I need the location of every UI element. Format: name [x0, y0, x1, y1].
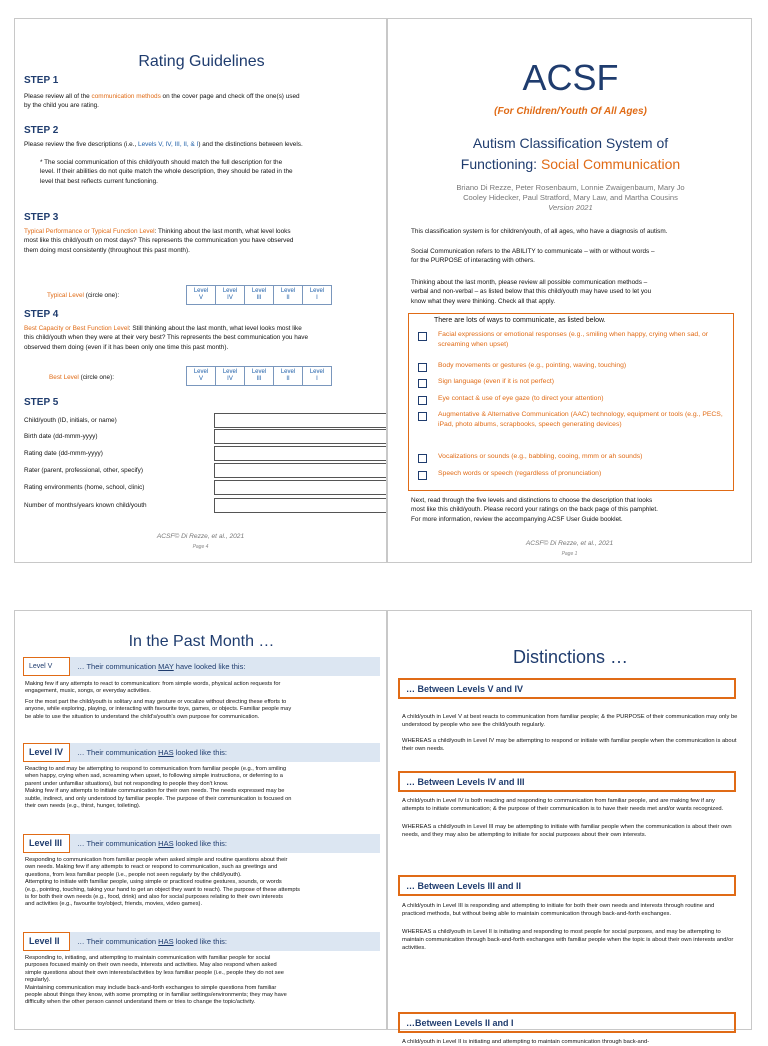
field-label-birth: Birth date (dd-mmm-yyyy) — [24, 433, 98, 440]
level-ii-label: Level II — [23, 932, 70, 951]
best-level-selector — [186, 366, 332, 386]
step3-heading: STEP 3 — [24, 212, 59, 223]
step2-heading: STEP 2 — [24, 125, 59, 136]
distinction-iv-iii-heading: … Between Levels IV and III — [398, 771, 736, 792]
checkbox-icon[interactable] — [418, 471, 427, 480]
checkbox-icon[interactable] — [418, 363, 427, 372]
typical-level-i-option[interactable]: Level I — [303, 286, 332, 305]
level-iv-label: Level IV — [23, 743, 70, 762]
typical-level-v-option[interactable]: Level V — [187, 286, 216, 305]
step4-heading: STEP 4 — [24, 309, 59, 320]
level-v-desc: Making few if any attempts to react to communication: from simple words, physical action requests for engagement, music, songs, or everyday activities. For the most part the child/youth is solitary and may gesture or vocalize without directing these efforts to anyone, while exploring, playing, or interacting with favourite toys, games, or objects. Familiar people may be able to use the situation to understand the child's/youth's own purpose for communication. — [25, 681, 292, 720]
instructions-para: Thinking about the last month, please review all possible communication methods – verbal and non-verbal – as listed below that this child/youth may have used to let you know what they were thinking. Check all that apply. — [411, 279, 652, 305]
checkbox-icon[interactable] — [418, 454, 427, 463]
distinction-v-iv-text: A child/youth in Level V at best reacts to communication from familiar people; & the PURPOSE of their communication may only be understood by people who see the child/youth regularly. WHEREAS a child/youth in Level IV may be attempting to respond or initiate with familiar people when the communication is about their own needs. — [402, 714, 738, 752]
page-footer: ACSF© Di Rezze, et al., 2021 — [525, 540, 614, 547]
checkbox-icon[interactable] — [418, 412, 427, 421]
rating-date-field[interactable] — [214, 446, 387, 461]
level-iii-desc: Responding to communication from familiar people when asked simple and routine questions about their own needs. Making few if any attempts to react or respond to communication, such as greetings and questions, from less familiar people (i.e., people not seen regularly by the child/youth). Attempting to initiate with familiar people, using simple or practiced routine gestures, sounds, or words (e.g., pointing, touching, taking your hand to get an object they want to reach). The purpose of these attempts is for both their own needs (e.g., food, drink) and also for social purposes relating to their own interests and activities (e.g., favourite toy/object, friends, movies, video games). — [25, 857, 300, 908]
best-level-v-option[interactable]: Level V — [187, 367, 216, 386]
version: Version 2021 — [548, 203, 593, 212]
page-number: Page 1 — [561, 551, 578, 557]
best-level-ii-option[interactable]: Level II — [274, 367, 303, 386]
checkbox-icon[interactable] — [418, 332, 427, 341]
distinction-ii-i-heading: …Between Levels II and I — [398, 1012, 736, 1033]
typical-level-iv-option[interactable]: Level IV — [216, 286, 245, 305]
step3-text: Typical Performance or Typical Function Level: Thinking about the last month, what level looks most like this child/youth on most days? This represents the communication you have observed them doing most consistently (throughout this past month). — [24, 228, 294, 254]
page-rating-guidelines — [14, 18, 387, 563]
past-month-title: In the Past Month … — [128, 633, 275, 650]
rater-field[interactable] — [214, 463, 387, 478]
distinction-v-iv-heading: … Between Levels V and IV — [398, 678, 736, 699]
best-level-iv-option[interactable]: Level IV — [216, 367, 245, 386]
step1-text: Please review all of the communication methods on the cover page and check off the one(s) used by the child you are rating. — [24, 93, 300, 110]
intro-para: This classification system is for children/youth, of all ages, who have a diagnosis of autism. — [411, 228, 668, 235]
distinction-iii-ii-text: A child/youth in Level III is responding and attempting to initiate for both their own needs and interests through routine and practiced methods, but without being able to maintain communication through back-and-forth exchanges. WHEREAS a child/youth in Level II is initiating and responding to most people for social purposes, and may be attempting to maintain communication through back-and-forth exchanges with familiar people when the topic is about their own interests and/or activities. — [402, 903, 734, 951]
next-para: Next, read through the five levels and distinctions to choose the description that looks most like this child/youth. Please record your ratings on the back page of this pamphlet. For more information, review the accompanying ACSF User Guide booklet. — [411, 497, 658, 523]
checkbox-icon[interactable] — [418, 396, 427, 405]
distinction-iv-iii-text: A child/youth in Level IV is both reacting and responding to communication from familiar people, and are making few if any attempts to initiate communication; & the purpose of their communication is to have their needs met and/or wants recognized. WHEREAS a child/youth in Level III may be attempting to initiate with familiar people when the communication is about their own needs, and they may also be attempting to initiate for social purposes about their own interests. — [402, 798, 732, 838]
cover-heading: Autism Classification System of Functioning: Social Communication — [460, 135, 681, 172]
birth-date-field[interactable] — [214, 429, 387, 444]
level-ii-desc: Responding to, initiating, and attempting to maintain communication with familiar people for social purposes focused mainly on their own needs, interests and activities. May also respond when asked simple questions about their own interests/activities by less familiar people (i.e., people they do not see regularly). Maintaining communication may include back-and-forth exchanges to simple questions from familiar people about things they know, with some prompting or in familiar settings/environments; they may have difficulty when the other person cannot understand them or tries to change the topic/activity. — [25, 955, 287, 1006]
page-footer: ACSF© Di Rezze, et al., 2021 — [156, 533, 245, 540]
child-id-field[interactable] — [214, 413, 387, 428]
field-label-rater: Rater (parent, professional, other, specify) — [24, 467, 143, 474]
levels-list: Levels V, IV, III, II, & I — [138, 141, 199, 148]
field-label-months: Number of months/years known child/youth — [24, 502, 147, 509]
distinctions-title: Distinctions … — [512, 647, 629, 667]
level-iv-desc: Reacting to and may be attempting to respond to communication from familiar people (e.g., from smiling when happy, crying when sad, screaming when upset, to following simple instructions, or deferring to a parent under unfamiliar situations), but not responding to people they don't know. Making few if any attempts to initiate communication for their own needs. The needs expressed may be subtle, indirect, and only understood by familiar people. The purpose of their communication is focused on their own needs (e.g., thirst, hunger, toileting). — [25, 766, 292, 810]
authors: Briano Di Rezze, Peter Rosenbaum, Lonnie Zwaigenbaum, Mary Jo Cooley Hidecker, Paul Stratford, Mary Law, and Martha Cousins Version 2021 — [456, 183, 685, 212]
typical-level-iii-option[interactable]: Level III — [245, 286, 274, 305]
field-label-environments: Rating environments (home, school, clinic) — [24, 484, 145, 491]
level-iii-header: … Their communication HAS looked like this: — [77, 839, 227, 848]
communication-methods-link: communication methods — [91, 93, 161, 100]
checkbox-icon[interactable] — [418, 379, 427, 388]
level-iii-label: Level III — [23, 834, 70, 853]
typical-level-ii-option[interactable]: Level II — [274, 286, 303, 305]
cover-title: ACSF — [522, 57, 619, 98]
rating-environments-field[interactable] — [214, 480, 387, 495]
typical-level-selector — [186, 285, 332, 305]
level-v-label: Level V — [23, 657, 70, 676]
page-number: Page 4 — [192, 544, 209, 550]
level-v-header: … Their communication MAY have looked like this: — [77, 662, 246, 671]
distinction-iii-ii-heading: … Between Levels III and II — [398, 875, 736, 896]
methods-intro: There are lots of ways to communicate, as listed below. — [434, 317, 606, 324]
step2-text: Please review the five descriptions (i.e., Levels V, IV, III, II, & I) and the distinctions between levels. — [24, 141, 303, 148]
best-level-iii-option[interactable]: Level III — [245, 367, 274, 386]
best-level-i-option[interactable]: Level I — [303, 367, 332, 386]
step4-text: Best Capacity or Best Function Level: Still thinking about the last month, what level looks most like this child/youth when they were at their very best? This represents the best communication you have observed them doing (even if it has been only one time this past month). — [24, 325, 309, 351]
distinction-ii-i-text: A child/youth in Level II is initiating and attempting to maintain communication through back-and- — [402, 1039, 650, 1045]
page-title: Rating Guidelines — [138, 53, 265, 70]
level-ii-header: … Their communication HAS looked like this: — [77, 937, 227, 946]
step5-heading: STEP 5 — [24, 397, 59, 408]
methods-box: There are lots of ways to communicate, as listed below. Facial expressions or emotional responses (e.g., smiling when happy, crying when sad, or screaming when upset) Body movements or gestures (e.g., pointing, waving, touching) Sign language (even if it is not perfect) Eye contact & use of eye gaze (to direct your attention) Augmentative & Alternative Communication (AAC) technology, equipment or tools (e.g., PECS, iPad, photo albums, scrapbooks, speech generating devices) Vocalizations or sounds (e.g., babbling, cooing, mmm or ah sounds) Speech words or speech (regardless of pronunciation) — [408, 313, 734, 491]
definition-para: Social Communication refers to the ABILITY to communicate – with or without words – for the PURPOSE of interacting with others. — [411, 248, 655, 265]
step2-note: * The social communication of this child/youth should match the full description for the level. If their abilities do not quite match the whole description, they should be rated in the level that best reflects current functioning. — [40, 159, 293, 185]
field-label-rating-date: Rating date (dd-mmm-yyyy) — [24, 450, 103, 457]
best-level-label: Best Level (circle one): — [49, 374, 115, 381]
typical-level-label: Typical Level (circle one): — [47, 292, 120, 299]
step1-heading: STEP 1 — [24, 75, 59, 86]
cover-subtitle: (For Children/Youth Of All Ages) — [494, 106, 647, 117]
months-known-field[interactable] — [214, 498, 387, 513]
page-cover — [387, 18, 752, 563]
page-past-month — [14, 610, 387, 1030]
level-iv-header: … Their communication HAS looked like this: — [77, 748, 227, 757]
field-label-child: Child/youth (ID, initials, or name) — [24, 417, 117, 424]
